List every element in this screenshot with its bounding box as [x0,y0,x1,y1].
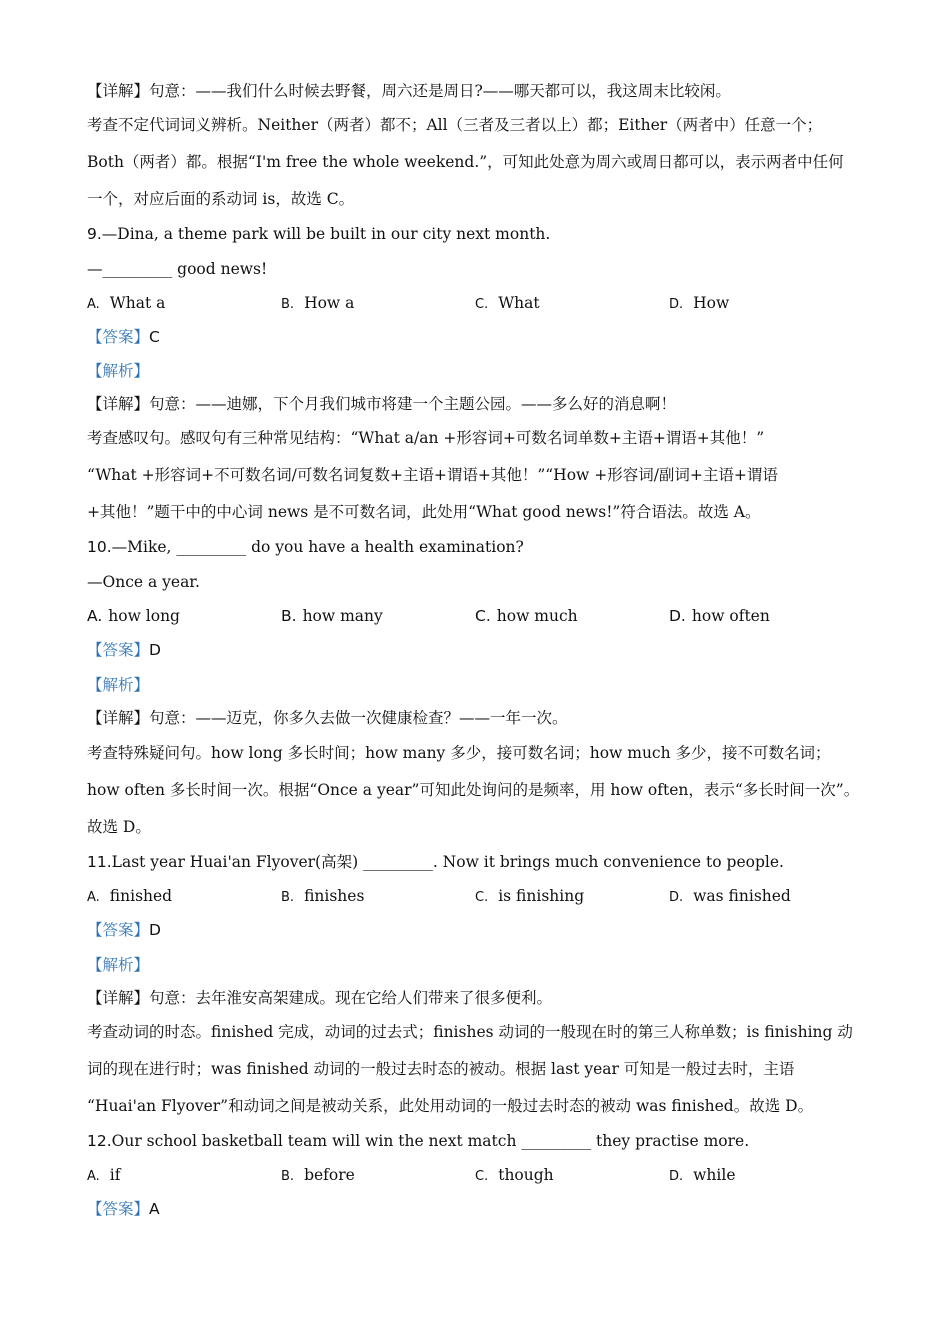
q9-explanation-line-1: 考查感叹句。感叹句有三种常见结构：“What a/an +形容词+可数名词单数+主语+谓语+其他！” [87,429,765,447]
q10-detail: 【详解】句意：——迈克，你多久去做一次健康检查？——一年一次。 [87,709,568,727]
q10-stem-reply: —Once a year. [87,573,200,591]
q10-answer-value: D [149,641,161,659]
q11-number: 11. [87,853,112,871]
q8-explanation-line-1: 考查不定代词词义辨析。Neither（两者）都不；All（三者及三者以上）都；Either（两者中）任意一个； [87,116,823,134]
q9-stem [87,224,550,244]
q9-answer [87,327,160,347]
q12-answer [87,1199,160,1219]
q12-number: 12. [87,1132,112,1150]
q9-stem-text: —Dina, a theme park will be built in our city next month. [101,225,551,243]
q10-option-a: A. how long [87,607,180,625]
q11-options [87,886,867,906]
q10-option-d: D. how often [669,607,770,625]
q9-explanation-line-3: +其他！”题干中的中心词 news 是不可数名词，此处用“What good news!”符合语法。故选 A。 [87,503,761,521]
q10-answer-label: 【答案】 [87,641,150,659]
q12-answer-label: 【答案】 [87,1200,150,1218]
q12-option-c: C. though [475,1166,554,1184]
q8-explanation-line-3: 一个，对应后面的系动词 is，故选 C。 [87,190,355,208]
q12-options [87,1165,867,1185]
q11-answer [87,920,161,940]
q12-stem-text: Our school basketball team will win the next match _________ they practise more. [111,1132,750,1150]
q10-stem [87,537,524,557]
q9-option-d: D. How [669,294,730,312]
q11-answer-value: D [149,921,161,939]
q9-explanation-line-2: “What +形容词+不可数名词/可数名词复数+主语+谓语+其他！”“How +形容词/副词+主语+谓语 [87,466,778,484]
q10-option-c: C. how much [475,607,578,625]
q8-detail: 【详解】句意：——我们什么时候去野餐，周六还是周日?——哪天都可以，我这周末比较闲。 [87,82,731,100]
q8-explanation-line-2: Both（两者）都。根据“I'm free the whole weekend.”，可知此处意为周六或周日都可以，表示两者中任何 [87,153,844,171]
q11-explanation-line-3: “Huai'an Flyover”和动词之间是被动关系，此处用动词的一般过去时态的被动 was finished。故选 D。 [87,1097,814,1115]
q10-analysis-label: 【解析】 [87,676,150,694]
q9-detail: 【详解】句意：——迪娜，下个月我们城市将建一个主题公园。——多么好的消息啊！ [87,395,677,413]
q9-stem-reply: —_________ good news! [87,260,268,278]
q11-detail: 【详解】句意：去年淮安高架建成。现在它给人们带来了很多便利。 [87,989,553,1007]
q12-option-d: D. while [669,1166,736,1184]
q12-option-b: B. before [281,1166,355,1184]
q11-answer-label: 【答案】 [87,921,150,939]
q12-option-a: A. if [87,1166,121,1184]
q12-stem [87,1131,749,1151]
q9-option-a: A. What a [87,294,166,312]
q9-option-b: B. How a [281,294,355,312]
q10-explanation-line-1: 考查特殊疑问句。how long 多长时间；how many 多少，接可数名词；how much 多少，接不可数名词； [87,744,831,762]
q11-option-a: A. finished [87,887,173,905]
q10-options [87,606,867,626]
q11-explanation-line-1: 考查动词的时态。finished 完成，动词的过去式；finishes 动词的一般现在时的第三人称单数；is finishing 动 [87,1023,853,1041]
q11-stem-text: Last year Huai'an Flyover(高架) _________. Now it brings much convenience to people. [111,853,784,871]
q11-analysis-label: 【解析】 [87,956,150,974]
q10-answer [87,640,161,660]
q10-option-b: B. how many [281,607,383,625]
q11-explanation-line-2: 词的现在进行时；was finished 动词的一般过去时态的被动。根据 last year 可知是一般过去时，主语 [87,1060,795,1078]
q11-option-c: C. is finishing [475,887,585,905]
q9-answer-value: C [149,328,160,346]
q11-stem [87,852,784,872]
q11-option-b: B. finishes [281,887,365,905]
q12-answer-value: A [149,1200,160,1218]
q9-options [87,293,867,313]
q9-number: 9. [87,225,102,243]
q9-option-c: C. What [475,294,540,312]
q9-analysis-label: 【解析】 [87,362,150,380]
q10-explanation-line-3: 故选 D。 [87,818,151,836]
q10-stem-text: —Mike, _________ do you have a health examination? [111,538,524,556]
q10-explanation-line-2: how often 多长时间一次。根据“Once a year”可知此处询问的是频率，用 how often，表示“多长时间一次”。 [87,781,860,799]
q11-option-d: D. was finished [669,887,791,905]
q9-answer-label: 【答案】 [87,328,150,346]
q10-number: 10. [87,538,112,556]
